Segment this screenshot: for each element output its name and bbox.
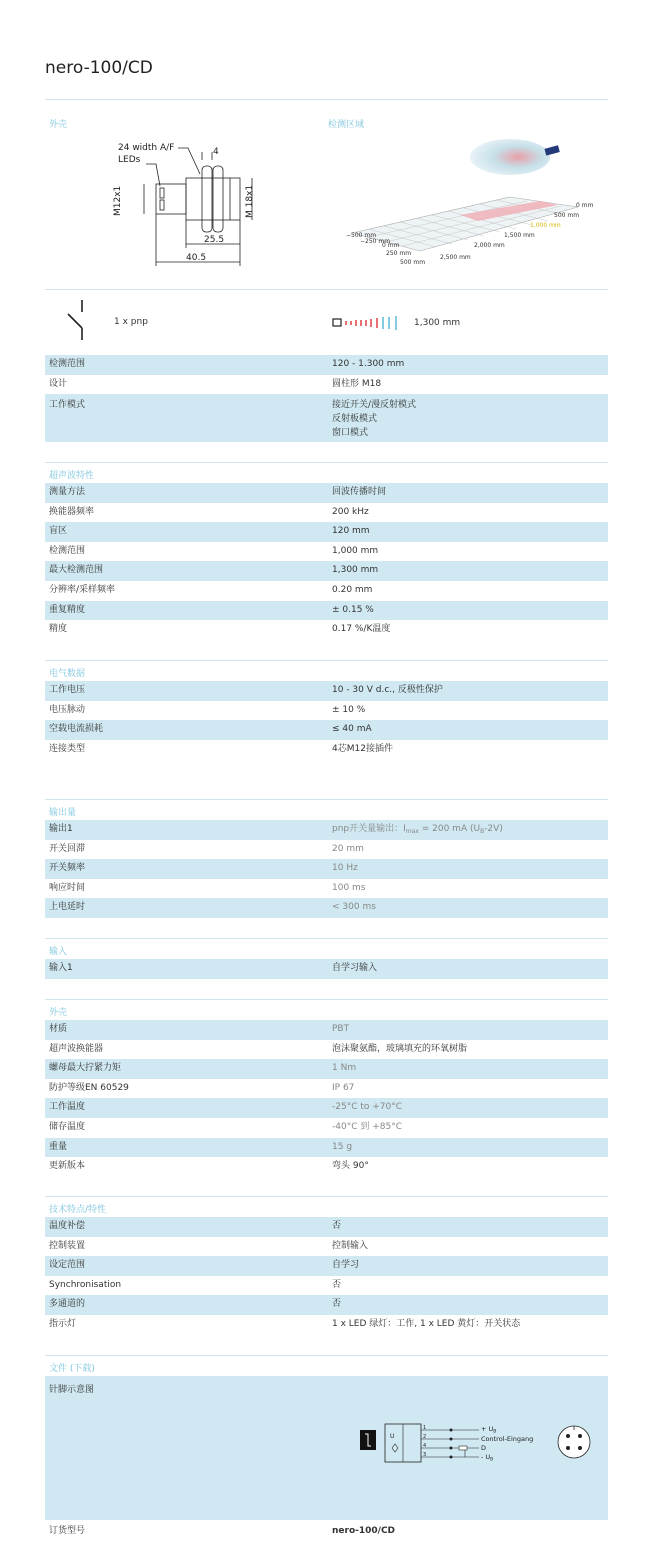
mode-line-1: 接近开关/漫反射模式 [332, 400, 417, 411]
pin-number-1: 1 [423, 1425, 427, 1431]
table-row [45, 522, 608, 542]
row-value: 20 mm [332, 843, 364, 854]
divider [45, 1355, 608, 1356]
table-row [45, 1522, 608, 1542]
pin-d-label: D [481, 1444, 487, 1452]
row-key: 响应时间 [49, 882, 86, 893]
pin-u-label: U [390, 1433, 395, 1440]
axis-2500mm: 2,500 mm [440, 254, 471, 261]
dim-m12: M12x1 [113, 185, 123, 216]
axis-1500mm: 1,500 mm [504, 232, 535, 239]
table-row [45, 355, 608, 375]
divider [45, 289, 608, 290]
ultrasonic-header: 超声波特性 [49, 471, 95, 481]
table-row [45, 1237, 608, 1257]
row-value: 圆柱形 M18 [332, 378, 382, 389]
row-key: 换能器频率 [49, 506, 95, 517]
row-value: 自学习输入 [332, 963, 378, 973]
row-key: 盲区 [49, 526, 68, 537]
table-row [45, 503, 608, 523]
row-key: 工作温度 [49, 1102, 86, 1113]
output1-sub: max [405, 828, 419, 835]
row-value [332, 820, 503, 842]
table-row [45, 1059, 608, 1079]
row-value: 1,000 mm [332, 545, 379, 556]
dimension-drawing [100, 138, 275, 270]
divider [45, 99, 608, 100]
table-row [45, 820, 608, 840]
row-key: 连接类型 [49, 743, 86, 754]
dim-25-5: 25.5 [204, 235, 225, 245]
row-key: 开关回滞 [49, 843, 86, 854]
row-key: 防护等级EN 60529 [49, 1082, 129, 1093]
row-value: ≤ 40 mA [332, 724, 372, 735]
table-row [45, 1040, 608, 1060]
output1-text-c: -2V) [484, 824, 503, 834]
row-value: -25°C to +70°C [332, 1102, 403, 1113]
table-row [45, 394, 608, 442]
svg-text:- UB [481, 1453, 493, 1463]
pin-number-3: 3 [423, 1452, 427, 1458]
row-value: ± 0.15 % [332, 604, 374, 615]
table-row [45, 542, 608, 562]
row-value: -40°C 到 +85°C [332, 1121, 402, 1132]
table-row [45, 720, 608, 740]
axis-minus-250: −250 mm [360, 238, 391, 245]
row-key: 电压脉动 [49, 704, 86, 715]
axis-minus-500: −500 mm [346, 232, 377, 239]
housing-table [45, 1020, 608, 1177]
axis-2000mm: 2,000 mm [474, 242, 505, 249]
order-table [45, 1522, 608, 1542]
range-indicator-icon [332, 316, 408, 330]
pin-number-2: 2 [423, 1434, 427, 1440]
row-key: 重量 [49, 1141, 68, 1152]
pin-diagram-panel [45, 1376, 608, 1520]
row-value: 否 [332, 1221, 342, 1231]
row-value: 否 [332, 1299, 342, 1310]
pin-minus-ub-label: - U [481, 1453, 491, 1461]
row-key: 检测范围 [49, 545, 86, 556]
row-key: 温度补偿 [49, 1221, 86, 1231]
table-row [45, 1118, 608, 1138]
row-value: 10 - 30 V d.c., 反极性保护 [332, 685, 443, 695]
row-value: 否 [332, 1279, 342, 1290]
table-row [45, 959, 608, 979]
table-row [45, 681, 608, 701]
pin-minus-ub-sub: B [490, 1457, 494, 1463]
row-key: 最大检测范围 [49, 565, 104, 576]
row-value: PBT [332, 1024, 350, 1034]
row-value: 4芯M12接插件 [332, 743, 393, 754]
order-number: nero-100/CD [332, 1526, 396, 1536]
outputs-table [45, 820, 608, 918]
divider [45, 1196, 608, 1197]
mode-line-3: 窗口模式 [332, 428, 369, 439]
switch-symbol-icon [64, 300, 94, 342]
electrical-header: 电气数据 [49, 669, 86, 679]
axis-1000mm: 1,000 mm [530, 222, 561, 229]
page-title: nero-100/CD [45, 58, 153, 78]
pin-ub-label: + U [481, 1425, 494, 1433]
row-key: 分辨率/采样频率 [49, 584, 116, 595]
row-key: 工作电压 [49, 685, 86, 695]
row-key: 检测范围 [49, 359, 86, 369]
table-row [45, 375, 608, 395]
row-key: 精度 [49, 624, 68, 635]
row-value: < 300 ms [332, 902, 376, 913]
row-key: 储存温度 [49, 1121, 86, 1132]
mode-line-2: 反射板模式 [332, 414, 378, 425]
inputs-table [45, 959, 608, 979]
row-key: 测量方法 [49, 487, 86, 497]
table-row [45, 1157, 608, 1177]
pin-control-label: Control-Eingang [481, 1435, 534, 1443]
divider [45, 660, 608, 661]
row-key: 控制装置 [49, 1240, 86, 1251]
row-key: 设计 [49, 378, 68, 389]
dim-4: 4 [213, 147, 219, 157]
axis-0mm-left: 0 mm [382, 242, 400, 249]
table-row [45, 1276, 608, 1296]
pin-number-4: 4 [423, 1443, 427, 1449]
divider [45, 999, 608, 1000]
divider [45, 799, 608, 800]
output1-text-a: pnp开关量输出：I [332, 824, 406, 834]
table-row [45, 620, 608, 640]
leds-label-2: LEDs [118, 155, 141, 165]
row-value: IP 67 [332, 1082, 355, 1093]
features-table [45, 1217, 608, 1335]
row-value: 10 Hz [332, 863, 358, 874]
row-key: 更新版本 [49, 1161, 86, 1172]
row-value: 自学习 [332, 1260, 360, 1271]
ultrasonic-table [45, 483, 608, 640]
svg-text:+ UB [481, 1425, 496, 1435]
row-key: 工作模式 [49, 400, 86, 411]
row-key: 超声波换能器 [49, 1043, 104, 1054]
table-row [45, 581, 608, 601]
row-key: 设定范围 [49, 1260, 86, 1271]
row-key: 订货型号 [49, 1526, 86, 1536]
divider [45, 938, 608, 939]
pin-diagram-label: 针脚示意图 [49, 1385, 95, 1395]
row-key: 开关频率 [49, 863, 86, 874]
row-value: 100 ms [332, 882, 366, 893]
table-row [45, 1079, 608, 1099]
table-row [45, 740, 608, 760]
table-row [45, 701, 608, 721]
axis-500mm-right: 500 mm [554, 212, 580, 219]
general-table [45, 355, 608, 442]
row-value: 弯头 90° [332, 1161, 369, 1172]
axis-250: 250 mm [386, 250, 412, 257]
row-key: 输出1 [49, 824, 73, 834]
row-value: 回波传播时间 [332, 487, 387, 497]
row-value: 0.20 mm [332, 584, 373, 595]
electrical-table [45, 681, 608, 759]
table-row [45, 840, 608, 860]
dim-40-5: 40.5 [186, 253, 207, 263]
output1-text-b: = 200 mA (U [418, 824, 481, 834]
table-row [45, 1217, 608, 1237]
files-header: 文件 (下载) [49, 1364, 95, 1374]
row-value: 200 kHz [332, 506, 369, 517]
row-key: 指示灯 [49, 1318, 77, 1329]
table-row [45, 898, 608, 918]
table-row [45, 879, 608, 899]
pin-diagram [357, 1422, 607, 1472]
outputs-header: 输出量 [49, 808, 77, 818]
table-row [45, 483, 608, 503]
row-key: 空载电流损耗 [49, 724, 104, 735]
row-key: 上电延时 [49, 902, 86, 913]
table-row [45, 601, 608, 621]
inputs-header: 输入 [49, 947, 68, 957]
row-value: 泡沫聚氨酯，玻璃填充的环氧树脂 [332, 1043, 468, 1054]
table-row [45, 1020, 608, 1040]
row-value: 控制输入 [332, 1240, 369, 1251]
row-key: 螺母最大拧紧力矩 [49, 1063, 122, 1074]
table-row [45, 1295, 608, 1315]
housing-header: 外壳 [49, 1008, 68, 1018]
housing-drawing-header: 外壳 [49, 120, 68, 130]
table-row [45, 1098, 608, 1118]
row-value: 120 mm [332, 526, 370, 537]
row-value: 120 - 1.300 mm [332, 359, 405, 369]
table-row [45, 859, 608, 879]
row-key: 重复精度 [49, 604, 86, 615]
detection-area-header: 检测区域 [328, 120, 365, 130]
row-value: 0.17 %/K温度 [332, 624, 391, 635]
row-key: 多通道的 [49, 1299, 86, 1310]
detection-area-graphic [340, 135, 600, 275]
axis-0mm-right: 0 mm [576, 202, 594, 209]
features-header: 技术特点/特性 [49, 1205, 107, 1215]
row-value: 1 x LED 绿灯：工作, 1 x LED 黄灯：开关状态 [332, 1318, 521, 1329]
row-value: ± 10 % [332, 704, 366, 715]
pin-ub-sub: B [493, 1429, 497, 1435]
row-value: 15 g [332, 1141, 353, 1152]
row-key: Synchronisation [49, 1279, 122, 1290]
row-key: 材质 [49, 1024, 68, 1034]
row-value: 1,300 mm [332, 565, 379, 576]
dim-m18: M 18x1 [245, 184, 255, 218]
table-row [45, 1315, 608, 1335]
table-row [45, 561, 608, 581]
leds-label-1: 24 width A/F [118, 143, 175, 153]
row-value [332, 398, 416, 440]
divider [45, 462, 608, 463]
range-label: 1,300 mm [414, 318, 461, 328]
output1-sub2: B [480, 828, 485, 835]
table-row [45, 1138, 608, 1158]
row-key: 输入1 [49, 963, 73, 973]
output-type-label: 1 x pnp [114, 317, 148, 327]
table-row [45, 1256, 608, 1276]
axis-500: 500 mm [400, 259, 426, 266]
row-value: 1 Nm [332, 1063, 357, 1074]
